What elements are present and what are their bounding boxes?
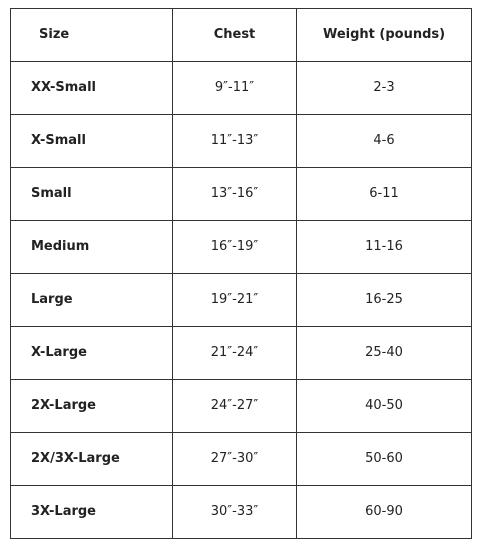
weight-cell: 16-25 [297, 274, 472, 327]
table-body [11, 62, 472, 539]
size-chart-table [10, 8, 472, 539]
table-row [11, 221, 472, 274]
chest-cell: 21″-24″ [173, 327, 297, 380]
chest-cell: 19″-21″ [173, 274, 297, 327]
table-row [11, 380, 472, 433]
chest-cell: 9″-11″ [173, 62, 297, 115]
weight-cell: 25-40 [297, 327, 472, 380]
size-cell: XX-Small [11, 62, 173, 115]
size-cell: 3X-Large [11, 486, 173, 539]
weight-cell: 6-11 [297, 168, 472, 221]
column-header-size: Size [11, 9, 173, 62]
chest-cell: 30″-33″ [173, 486, 297, 539]
weight-cell: 60-90 [297, 486, 472, 539]
column-header-weight: Weight (pounds) [297, 9, 472, 62]
chest-cell: 16″-19″ [173, 221, 297, 274]
table-row [11, 115, 472, 168]
weight-cell: 4-6 [297, 115, 472, 168]
weight-cell: 2-3 [297, 62, 472, 115]
chest-cell: 13″-16″ [173, 168, 297, 221]
chest-cell: 27″-30″ [173, 433, 297, 486]
table-row [11, 274, 472, 327]
table-row [11, 62, 472, 115]
size-cell: Small [11, 168, 173, 221]
weight-cell: 40-50 [297, 380, 472, 433]
table-row [11, 486, 472, 539]
column-header-chest: Chest [173, 9, 297, 62]
table-row [11, 433, 472, 486]
size-cell: Medium [11, 221, 173, 274]
size-cell: X-Small [11, 115, 173, 168]
table-row [11, 327, 472, 380]
table-header [11, 9, 472, 62]
chest-cell: 24″-27″ [173, 380, 297, 433]
header-row [11, 9, 472, 62]
size-cell: 2X-Large [11, 380, 173, 433]
size-cell: 2X/3X-Large [11, 433, 173, 486]
weight-cell: 50-60 [297, 433, 472, 486]
size-cell: Large [11, 274, 173, 327]
size-cell: X-Large [11, 327, 173, 380]
chest-cell: 11″-13″ [173, 115, 297, 168]
weight-cell: 11-16 [297, 221, 472, 274]
table-row [11, 168, 472, 221]
